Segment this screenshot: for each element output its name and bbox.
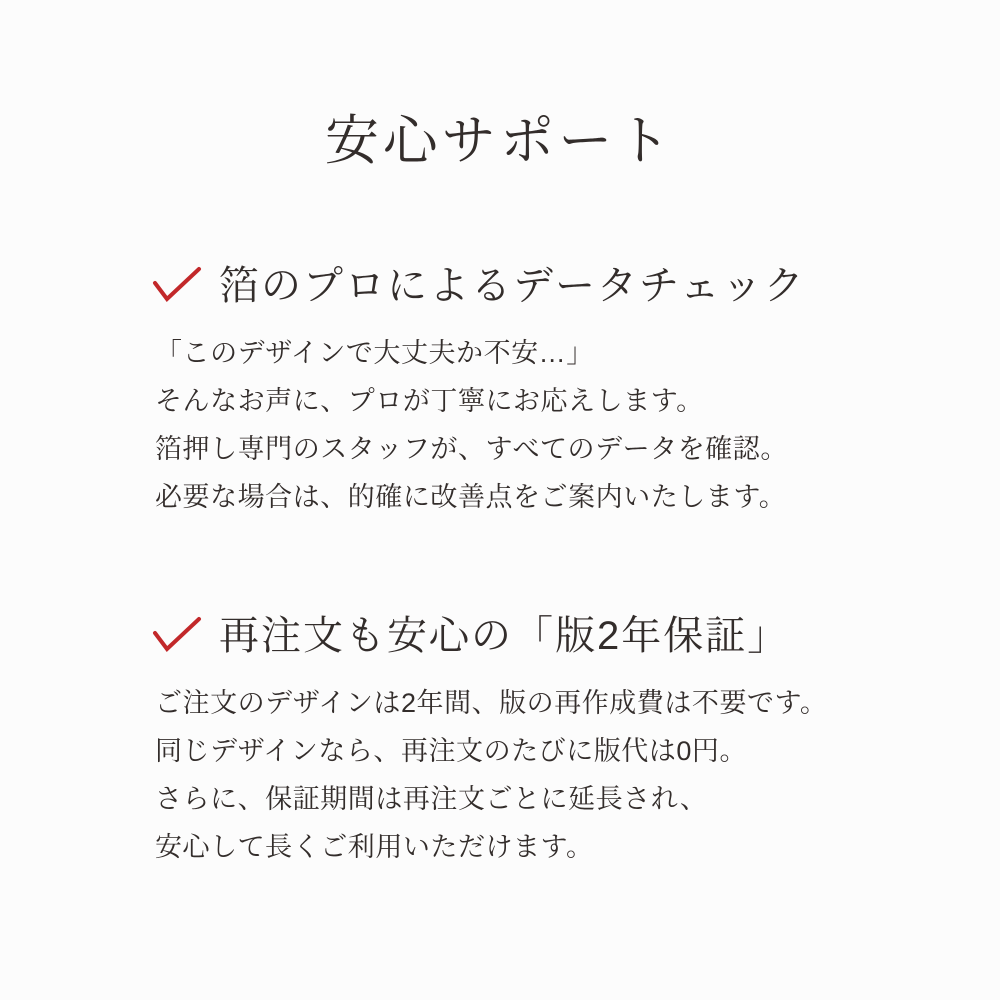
feature-title-plate-warranty: 再注文も安心の「版2年保証」 — [219, 614, 790, 659]
check-icon — [152, 266, 202, 306]
description-line: 「このデザインで大丈夫か不安…」 — [155, 338, 594, 369]
page-title: 安心サポート — [325, 111, 675, 171]
feature-title-data-check: 箔のプロによるデータチェック — [219, 264, 806, 309]
description-line: 箔押し専門のスタッフが、すべてのデータを確認。 — [155, 434, 788, 465]
description-line: そんなお声に、プロが丁寧にお応えします。 — [155, 386, 704, 417]
description-line: 安心して長くご利用いただけます。 — [155, 832, 594, 863]
feature-description-plate-warranty — [155, 679, 940, 871]
feature-section-data-check — [152, 263, 940, 521]
description-line: 必要な場合は、的確に改善点をご案内いたします。 — [155, 482, 787, 513]
description-line: 同じデザインなら、再注文のたびに版代は0円。 — [155, 736, 748, 767]
description-line: さらに、保証期間は再注文ごとに延長され、 — [155, 784, 708, 815]
feature-heading-plate-warranty — [152, 613, 940, 659]
support-info-page — [0, 112, 1000, 1000]
description-line: ご注文のデザインは2年間、版の再作成費は不要です。 — [155, 688, 828, 719]
check-icon — [152, 616, 202, 656]
feature-heading-data-check — [152, 263, 940, 309]
feature-description-data-check — [155, 329, 940, 521]
feature-section-plate-warranty — [152, 613, 940, 871]
